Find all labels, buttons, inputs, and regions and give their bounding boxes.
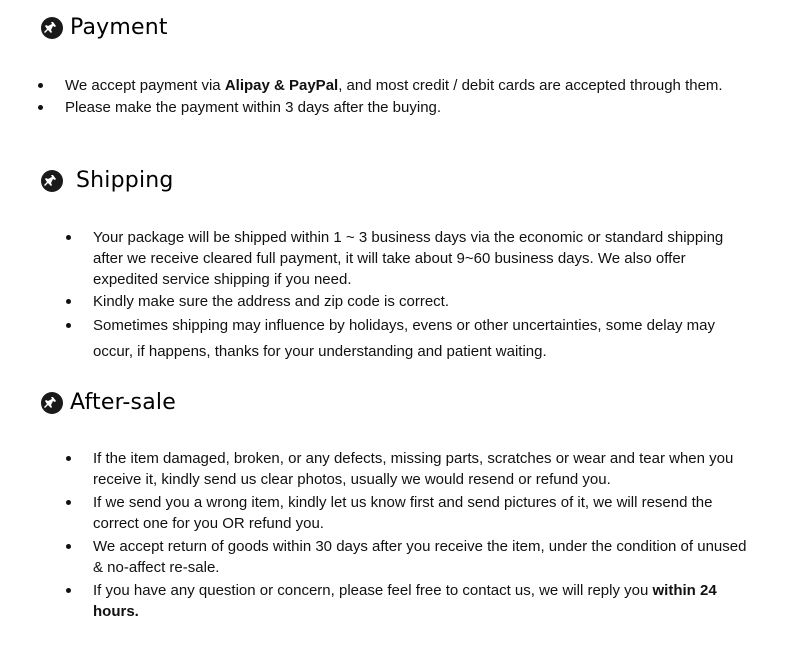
list-item bbox=[65, 97, 765, 118]
list-item: Your package will be shipped within 1 ~ 3 business days via the economic or standard shipping after we receive cleared full payment, it will take about 9~60 business days. We also offer expedited service shipping if you need. bbox=[93, 227, 753, 290]
aftersale-list bbox=[93, 448, 753, 622]
section-title-shipping: Shipping bbox=[76, 168, 174, 193]
notice-pin-icon bbox=[40, 16, 64, 40]
list-item-text: , and most credit / debit cards are accepted through them. bbox=[338, 77, 723, 94]
list-item-text: If you have any question or concern, please feel free to contact us, we will reply you bbox=[93, 582, 653, 599]
payment-heading bbox=[40, 15, 168, 40]
list-item bbox=[93, 492, 753, 534]
list-item-text: Please make the payment within 3 days after the buying. bbox=[65, 99, 442, 116]
list-item-text: If we send you a wrong item, kindly let us know first and send pictures of it, we will resend the correct one for you OR refund you. bbox=[93, 494, 713, 532]
shipping-heading bbox=[40, 168, 174, 193]
list-item bbox=[65, 75, 765, 96]
section-title-payment: Payment bbox=[70, 15, 168, 40]
list-item-bold: within 24 hours. bbox=[93, 582, 717, 620]
payment-list bbox=[65, 75, 765, 118]
list-item-text: We accept payment via bbox=[65, 77, 225, 94]
list-item-text: If the item damaged, broken, or any defects, missing parts, scratches or wear and tear when you receive it, kindly send us clear photos, usually we would resend or refund you. bbox=[93, 450, 734, 488]
list-item bbox=[93, 580, 753, 622]
notice-pin-icon bbox=[40, 391, 64, 415]
list-item-bold: Alipay & PayPal bbox=[224, 77, 339, 94]
shipping-list bbox=[93, 227, 753, 365]
list-item bbox=[93, 448, 753, 490]
aftersale-heading bbox=[40, 390, 176, 415]
notice-pin-icon bbox=[40, 169, 64, 193]
list-item-text: We accept return of goods within 30 days after you receive the item, under the condition of unused & no-affect re-sale. bbox=[93, 538, 747, 576]
section-title-aftersale: After-sale bbox=[70, 390, 176, 415]
list-item: Sometimes shipping may influence by holidays, evens or other uncertainties, some delay may occur, if happens, thanks for your understanding and patient waiting. bbox=[93, 313, 753, 365]
list-item: Kindly make sure the address and zip code is correct. bbox=[93, 291, 753, 312]
list-item bbox=[93, 536, 753, 578]
